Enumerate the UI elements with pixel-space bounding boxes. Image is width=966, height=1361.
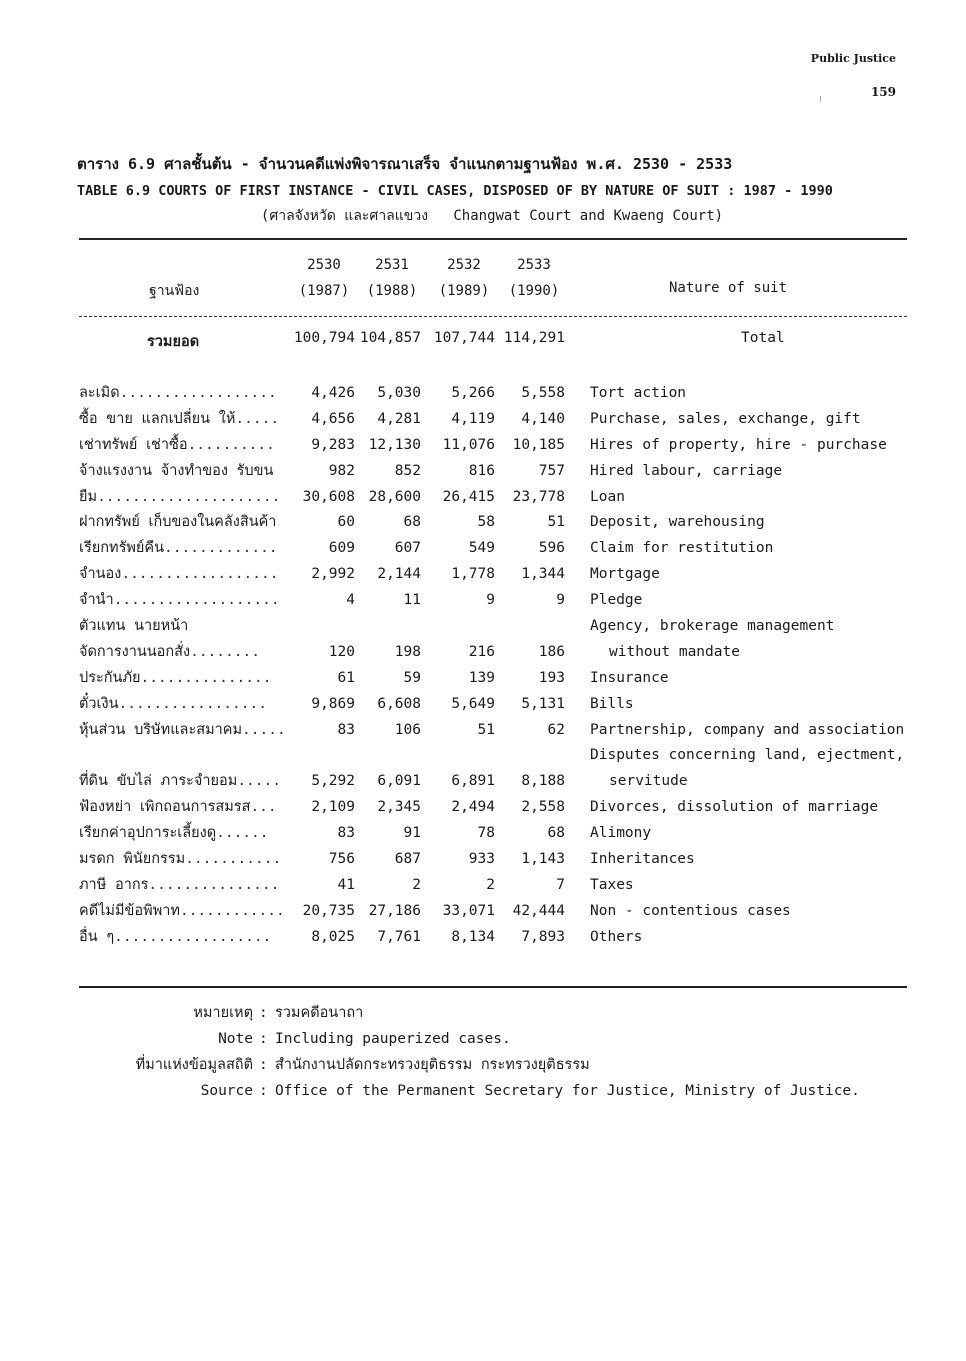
- cell-value: 27,186: [368, 902, 421, 919]
- table-row: [79, 510, 907, 536]
- row-label-english: Hired labour, carriage: [590, 462, 783, 479]
- cell-value: 139: [468, 669, 495, 686]
- cell-value: 4,140: [521, 410, 565, 427]
- cell-value: 2,558: [521, 799, 565, 816]
- cell-value: 4: [346, 592, 355, 609]
- row-label-thai: [79, 718, 291, 744]
- table-row: [79, 381, 907, 407]
- cell-value: 852: [394, 462, 421, 479]
- cell-value: 9: [556, 592, 565, 609]
- leader-dots: .............: [164, 540, 278, 557]
- row-label-thai-text: หุ้นส่วน บริษัทและสมาคม: [79, 721, 243, 738]
- cell-value: 68: [547, 825, 565, 842]
- row-label-thai-text: อื่น ๆ: [79, 928, 115, 945]
- cell-value: 11: [403, 592, 421, 609]
- table-row: [79, 614, 907, 640]
- table-row: [79, 692, 907, 718]
- cell-value: 106: [394, 721, 421, 738]
- separator: :: [259, 1031, 268, 1047]
- cell-value: 4,426: [311, 385, 355, 401]
- cell-value: 816: [468, 462, 495, 479]
- cell-value: 30,608: [302, 488, 355, 505]
- total-value: 107,744: [433, 330, 495, 346]
- row-label-thai: [79, 407, 291, 433]
- note-thai: รวมคดีอนาถา: [275, 1005, 364, 1021]
- leader-dots: .....: [242, 721, 286, 738]
- row-label-english: Pledge: [590, 592, 643, 609]
- separator: :: [259, 1083, 268, 1099]
- cell-value: 9,869: [311, 695, 355, 712]
- row-label-thai-text: จำนอง: [79, 566, 122, 583]
- total-label-thai: รวมยอด: [147, 334, 200, 350]
- year-be: 2533: [517, 257, 551, 273]
- cell-value: 2: [486, 876, 495, 893]
- row-label-thai: [79, 381, 291, 407]
- source-label: Source: [200, 1083, 253, 1099]
- year-column-2: [359, 252, 425, 304]
- separator: :: [259, 1005, 268, 1021]
- cell-value: 4,119: [451, 410, 495, 427]
- cell-value: 596: [538, 540, 565, 557]
- cell-value: 6,091: [377, 773, 421, 790]
- table-body: [79, 381, 907, 951]
- cell-value: 91: [403, 825, 421, 842]
- leader-dots: .....: [235, 410, 280, 427]
- year-column-4: [501, 252, 567, 304]
- row-label-thai: [79, 795, 291, 821]
- cell-value: 7: [556, 876, 565, 893]
- row-label-thai: [79, 433, 291, 459]
- leader-dots: ............: [179, 902, 285, 919]
- cell-value: 4,281: [377, 410, 421, 427]
- cell-value: 28,600: [368, 488, 421, 505]
- cell-value: 8,188: [521, 773, 565, 790]
- running-header: [811, 52, 896, 99]
- cell-value: 193: [538, 669, 565, 686]
- cell-value: 78: [477, 825, 495, 842]
- row-label-thai: [79, 588, 291, 614]
- source-thai: สำนักงานปลัดกระทรวงยุติธรรม กระทรวงยุติธรรม: [275, 1057, 590, 1073]
- row-label-thai-text: ตัวแทน นายหน้า: [79, 618, 189, 635]
- cell-value: 933: [468, 851, 495, 868]
- row-label-thai: [79, 562, 291, 588]
- cell-value: 12,130: [368, 436, 421, 453]
- table-top-rule: [79, 238, 907, 240]
- note-text: Including pauperized cases.: [275, 1031, 511, 1047]
- cell-value: 186: [538, 643, 565, 660]
- table-row: [79, 640, 907, 666]
- table-row: [79, 769, 907, 795]
- cell-value: 41: [337, 876, 355, 893]
- row-label-thai-text: ที่ดิน ขับไล่ ภาระจำยอม: [79, 773, 238, 790]
- row-label-english: Insurance: [590, 669, 669, 686]
- year-ce: (1990): [508, 283, 560, 299]
- cell-value: 8,134: [451, 928, 495, 945]
- year-column-1: [291, 252, 357, 304]
- row-label-thai: [79, 769, 291, 795]
- row-label-thai-text: ซื้อ ขาย แลกเปลี่ยน ให้: [79, 410, 236, 427]
- cell-value: 68: [403, 514, 421, 531]
- cell-value: 2,992: [311, 566, 355, 583]
- row-label-thai-text: เรียกทรัพย์คืน: [79, 540, 165, 557]
- total-value: 100,794: [293, 330, 355, 346]
- cell-value: 59: [403, 669, 421, 686]
- row-label-thai: [79, 925, 291, 951]
- row-label-english: Non - contentious cases: [590, 902, 791, 919]
- cell-value: 216: [468, 643, 495, 660]
- row-label-english: Inheritances: [590, 851, 695, 868]
- source-text: Office of the Permanent Secretary for Justice, Ministry of Justice.: [275, 1083, 860, 1099]
- row-label-thai-text: เรียกค่าอุปการะเลี้ยงดู: [79, 825, 217, 842]
- cell-value: 20,735: [302, 902, 355, 919]
- row-label-thai-text: ยืม: [79, 488, 98, 505]
- cell-value: 982: [328, 462, 355, 479]
- leader-dots: .....: [237, 773, 281, 790]
- cell-value: 33,071: [442, 902, 495, 919]
- table-row: [79, 925, 907, 951]
- row-label-english: Others: [590, 928, 643, 945]
- scan-mark: [820, 96, 821, 102]
- cell-value: 51: [547, 514, 565, 531]
- row-label-thai-text: คดีไม่มีข้อพิพาท: [79, 902, 180, 919]
- row-label-thai: [79, 666, 291, 692]
- row-label-thai-text: ละเมิด: [79, 385, 120, 401]
- row-label-english: Hires of property, hire - purchase: [590, 436, 887, 453]
- cell-value: 42,444: [512, 902, 565, 919]
- table-row: [79, 485, 907, 511]
- leader-dots: .....................: [97, 488, 281, 505]
- cell-value: 198: [394, 643, 421, 660]
- cell-value: 2,109: [311, 799, 355, 816]
- row-label-english: Claim for restitution: [590, 540, 774, 557]
- leader-dots: .................: [118, 695, 267, 712]
- cell-value: 26,415: [442, 488, 495, 505]
- cell-value: 5,649: [451, 695, 495, 712]
- leader-dots: ..........: [187, 436, 275, 453]
- year-column-3: [431, 252, 497, 304]
- table-bottom-rule: [79, 986, 907, 988]
- cell-value: 11,076: [442, 436, 495, 453]
- leader-dots: ...........: [185, 851, 282, 868]
- row-label-english: Purchase, sales, exchange, gift: [590, 410, 861, 427]
- leader-dots: ...............: [148, 876, 280, 893]
- row-label-thai: [79, 692, 291, 718]
- leader-dots: ..................: [119, 385, 277, 401]
- row-label-thai: [79, 485, 291, 511]
- cell-value: 7,893: [521, 928, 565, 945]
- table-row: [79, 821, 907, 847]
- table-row: [79, 666, 907, 692]
- page-number: 159: [870, 85, 896, 99]
- row-label-english: Taxes: [590, 876, 634, 893]
- cell-value: 60: [337, 514, 355, 531]
- row-label-thai: [79, 614, 291, 640]
- table-row: [79, 588, 907, 614]
- year-ce: (1988): [366, 283, 418, 299]
- row-label-english: Agency, brokerage management: [590, 618, 835, 635]
- cell-value: 8,025: [311, 928, 355, 945]
- cell-value: 9: [486, 592, 495, 609]
- year-ce: (1989): [438, 283, 490, 299]
- note-label: Note: [218, 1031, 253, 1047]
- cell-value: 4,656: [311, 410, 355, 427]
- row-label-english: Disputes concerning land, ejectment,: [590, 747, 905, 764]
- table-title-block: [77, 150, 907, 228]
- cell-value: 7,761: [377, 928, 421, 945]
- table-row: [79, 536, 907, 562]
- row-label-thai-text: ฝากทรัพย์ เก็บของในคลังสินค้า: [79, 514, 277, 531]
- table-title-thai: ตาราง 6.9 ศาลชั้นต้น - จำนวนคดีแพ่งพิจารณาเสร็จ จำแนกตามฐานฟ้อง พ.ศ. 2530 - 2533: [77, 155, 733, 173]
- total-label-english: Total: [741, 330, 785, 346]
- table-row: [79, 899, 907, 925]
- row-label-english: Alimony: [590, 825, 652, 842]
- cell-value: 2,494: [451, 799, 495, 816]
- table-footer: [79, 1000, 907, 1104]
- total-row: [79, 330, 907, 356]
- cell-value: 51: [477, 721, 495, 738]
- total-value: 104,857: [359, 330, 421, 346]
- column-label-english: Nature of suit: [669, 280, 788, 296]
- column-header: [79, 252, 907, 316]
- row-label-thai-text: ตั๋วเงิน: [79, 695, 119, 712]
- row-label-thai: [79, 847, 291, 873]
- table-subtitle: [77, 204, 907, 228]
- row-label-thai: [79, 821, 291, 847]
- column-label-thai: ฐานฟ้อง: [149, 283, 200, 299]
- table-row: [79, 873, 907, 899]
- row-label-english: servitude: [609, 773, 688, 790]
- subtitle-thai: (ศาลจังหวัด และศาลแขวง: [260, 208, 429, 224]
- row-label-thai-text: ฟ้องหย่า เพิกถอนการสมรส: [79, 799, 251, 816]
- cell-value: 5,558: [521, 385, 565, 401]
- cell-value: 687: [394, 851, 421, 868]
- row-label-thai-text: ประกันภัย: [79, 669, 141, 686]
- table-row: [79, 433, 907, 459]
- cell-value: 5,266: [451, 385, 495, 401]
- year-be: 2532: [447, 257, 481, 273]
- row-label-english: Tort action: [590, 385, 687, 401]
- cell-value: 5,292: [311, 773, 355, 790]
- row-label-english: without mandate: [609, 643, 740, 660]
- table-row: [79, 795, 907, 821]
- cell-value: 2: [412, 876, 421, 893]
- leader-dots: ........: [190, 643, 260, 660]
- note-line: [79, 1026, 907, 1052]
- row-label-thai-text: จ้างแรงงาน จ้างทำของ รับขน: [79, 462, 274, 479]
- cell-value: 83: [337, 721, 355, 738]
- cell-value: 5,030: [377, 385, 421, 401]
- table-row: [79, 459, 907, 485]
- row-label-thai: [79, 873, 291, 899]
- row-label-thai-text: ภาษี อากร: [79, 876, 149, 893]
- leader-dots: ..................: [114, 928, 272, 945]
- row-label-thai-text: จำนำ: [79, 592, 114, 609]
- note-thai-line: [79, 1000, 907, 1026]
- cell-value: 6,608: [377, 695, 421, 712]
- separator: :: [259, 1057, 268, 1073]
- cell-value: 2,144: [377, 566, 421, 583]
- cell-value: 756: [328, 851, 355, 868]
- year-be: 2531: [375, 257, 409, 273]
- cell-value: 1,143: [521, 851, 565, 868]
- cell-value: 6,891: [451, 773, 495, 790]
- row-label-english: Bills: [590, 695, 634, 712]
- row-label-english: Divorces, dissolution of marriage: [590, 799, 879, 816]
- leader-dots: ...: [250, 799, 277, 816]
- table-row: [79, 407, 907, 433]
- row-label-english: Mortgage: [590, 566, 660, 583]
- cell-value: 607: [394, 540, 421, 557]
- cell-value: 23,778: [512, 488, 565, 505]
- cell-value: 9,283: [311, 436, 355, 453]
- cell-value: 61: [337, 669, 355, 686]
- year-ce: (1987): [298, 283, 350, 299]
- leader-dots: ......: [216, 825, 269, 842]
- cell-value: 1,778: [451, 566, 495, 583]
- cell-value: 62: [547, 721, 565, 738]
- year-be: 2530: [307, 257, 341, 273]
- leader-dots: ...................: [113, 592, 280, 609]
- row-label-thai-text: มรดก พินัยกรรม: [79, 851, 186, 868]
- cell-value: 10,185: [512, 436, 565, 453]
- row-label-english: Loan: [590, 488, 625, 505]
- cell-value: 757: [538, 462, 565, 479]
- cell-value: 2,345: [377, 799, 421, 816]
- section-title: Public Justice: [810, 52, 896, 65]
- cell-value: 549: [468, 540, 495, 557]
- source-thai-line: [79, 1052, 907, 1078]
- total-value: 114,291: [503, 330, 565, 346]
- table-row: [79, 562, 907, 588]
- row-label-thai: [79, 510, 291, 536]
- row-label-thai: [79, 536, 291, 562]
- table-row: [79, 718, 907, 744]
- cell-value: 609: [328, 540, 355, 557]
- subtitle-english: Changwat Court and Kwaeng Court): [453, 208, 724, 224]
- source-label-thai: ที่มาแห่งข้อมูลสถิติ: [135, 1057, 253, 1073]
- cell-value: 83: [337, 825, 355, 842]
- cell-value: 58: [477, 514, 495, 531]
- note-label-thai: หมายเหตุ: [193, 1005, 253, 1021]
- cell-value: 5,131: [521, 695, 565, 712]
- leader-dots: ..................: [121, 566, 279, 583]
- source-line: [79, 1078, 907, 1104]
- table-row: [79, 743, 907, 769]
- table-title-english: TABLE 6.9 COURTS OF FIRST INSTANCE - CIVIL CASES, DISPOSED OF BY NATURE OF SUIT : 1987 - 1990: [77, 183, 833, 199]
- row-label-thai-text: เช่าทรัพย์ เช่าซื้อ: [79, 436, 188, 453]
- leader-dots: ...............: [140, 669, 272, 686]
- cell-value: 120: [328, 643, 355, 660]
- row-label-english: Partnership, company and association: [590, 721, 905, 738]
- table-row: [79, 847, 907, 873]
- cell-value: 1,344: [521, 566, 565, 583]
- row-label-thai: [79, 459, 291, 485]
- header-rule: [79, 316, 907, 317]
- row-label-thai: [79, 899, 291, 925]
- row-label-thai-text: จัดการงานนอกสั่ง: [79, 643, 191, 660]
- row-label-thai: [79, 640, 291, 666]
- row-label-english: Deposit, warehousing: [590, 514, 765, 531]
